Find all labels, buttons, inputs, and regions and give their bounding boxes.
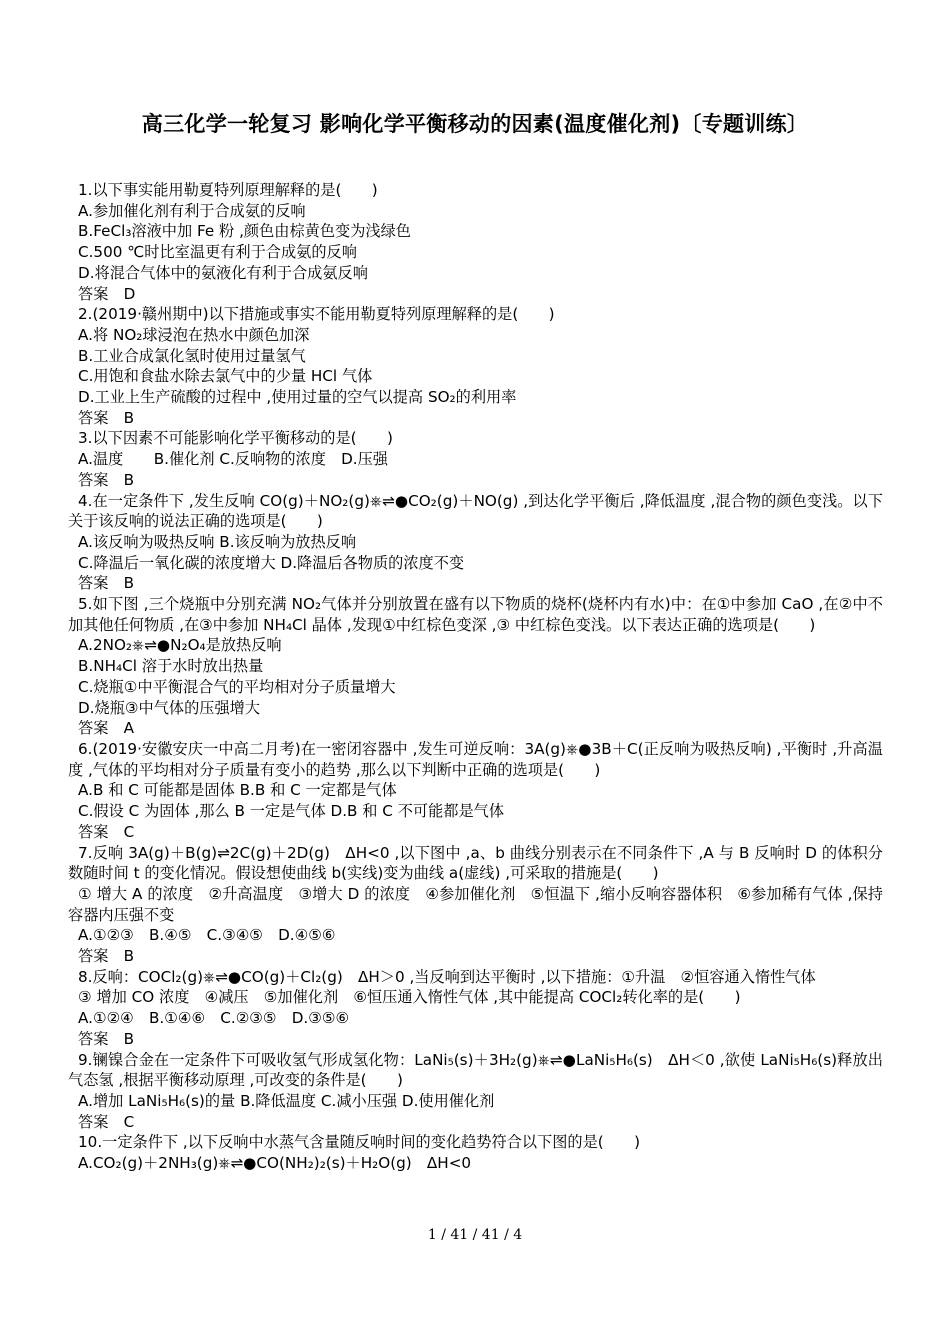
q8-answer: 答案 B [78,1029,134,1048]
q5-option-a: A.2NO₂⎈⇌●N₂O₄是放热反响 [78,636,282,655]
q6-options-ab: A.B 和 C 可能都是固体 B.B 和 C 一定都是气体 [78,781,397,800]
q5-answer: 答案 A [78,719,134,738]
q4-options-ab: A.该反响为吸热反响 B.该反响为放热反响 [78,532,357,551]
q8-measures: ③ 增加 CO 浓度 ④减压 ⑤加催化剂 ⑥恒压通入惰性气体 ,其中能提高 COCl₂转化率的是( ) [78,988,741,1007]
question-10-stem: 10.一定条件下 ,以下反响中水蒸气含量随反响时间的变化趋势符合以下图的是( ) [78,1133,641,1152]
q7-options: A.①②③ B.④⑤ C.③④⑤ D.④⑤⑥ [78,926,336,945]
q7-measures: ① 增大 A 的浓度 ②升高温度 ③增大 D 的浓度 ④参加催化剂 ⑤恒温下 ,缩小反响容器体积 ⑥参加稀有气体 ,保持容器内压强不变 [68,884,883,924]
q10-option-a: A.CO₂(g)＋2NH₃(g)⎈⇌●CO(NH₂)₂(s)＋H₂O(g) ΔH<0 [78,1154,472,1173]
q2-option-a: A.将 NO₂球浸泡在热水中颜色加深 [78,325,310,344]
document-title: 高三化学一轮复习 影响化学平衡移动的因素(温度催化剂)〔专题训练〕 [141,112,809,136]
q2-option-c: C.用饱和食盐水除去氯气中的少量 HCl 气体 [78,367,373,386]
q7-answer: 答案 B [78,947,134,966]
question-6-stem: 6.(2019·安徽安庆一中高二月考)在一密闭容器中 ,发生可逆反响：3A(g)⎈●3B＋C(正反响为吸热反响) ,平衡时 ,升高温度 ,气体的平均相对分子质量有变小的趋势 ,那么以下判断中正确的选项是( ) [68,739,883,779]
q8-options: A.①②④ B.①④⑥ C.②③⑤ D.③⑤⑥ [78,1009,350,1028]
q2-answer: 答案 B [78,408,134,427]
q9-options: A.增加 LaNi₅H₆(s)的量 B.降低温度 C.减小压强 D.使用催化剂 [78,1091,495,1110]
question-1-stem: 1.以下事实能用勒夏特列原理解释的是( ) [78,181,378,199]
q1-answer: 答案 D [78,284,136,303]
q1-option-c: C.500 ℃时比室温更有利于合成氨的反响 [78,243,357,262]
question-body [68,180,883,1174]
q9-answer: 答案 C [78,1112,135,1131]
q4-options-cd: C.降温后一氧化碳的浓度增大 D.降温后各物质的浓度不变 [78,553,465,572]
question-3-stem: 3.以下因素不可能影响化学平衡移动的是( ) [78,429,393,448]
q1-option-b: B.FeCl₃溶液中加 Fe 粉 ,颜色由棕黄色变为浅绿色 [78,222,411,241]
q3-answer: 答案 B [78,470,134,489]
q5-option-b: B.NH₄Cl 溶于水时放出热量 [78,657,264,676]
question-5-stem: 5.如下图 ,三个烧瓶中分别充满 NO₂气体并分别放置在盛有以下物质的烧杯(烧杯内有水)中：在①中参加 CaO ,在②中不加其他任何物质 ,在③中参加 NH₄Cl 晶体 ,发现①中红棕色变深 ,③ 中红棕色变浅。以下表达正确的选项是( ) [68,595,883,634]
q5-option-d: D.烧瓶③中气体的压强增大 [78,698,261,717]
question-4-stem: 4.在一定条件下 ,发生反响 CO(g)＋NO₂(g)⎈⇌●CO₂(g)＋NO(g) ,到达化学平衡后 ,降低温度 ,混合物的颜色变浅。以下关于该反响的说法正确的选项是( ) [68,491,883,531]
q2-option-b: B.工业合成氯化氢时使用过量氢气 [78,346,306,365]
q1-option-d: D.将混合气体中的氨液化有利于合成氨反响 [78,263,368,282]
q5-option-c: C.烧瓶①中平衡混合气的平均相对分子质量增大 [78,677,396,696]
question-2-stem: 2.(2019·赣州期中)以下措施或事实不能用勒夏特列原理解释的是( ) [78,305,555,324]
page-number: 1 / 41 / 41 / 4 [427,1227,523,1243]
q3-options: A.温度 B.催化剂 C.反响物的浓度 D.压强 [78,450,388,469]
q2-option-d: D.工业上生产硫酸的过程中 ,使用过量的空气以提高 SO₂的利用率 [78,388,517,407]
q4-answer: 答案 B [78,574,134,593]
question-9-stem: 9.镧镍合金在一定条件下可吸收氢气形成氢化物：LaNi₅(s)＋3H₂(g)⎈⇌●LaNi₅H₆(s) ΔH＜0 ,欲使 LaNi₅H₆(s)释放出气态氢 ,根据平衡移动原理 ,可改变的条件是( ) [68,1050,883,1090]
question-8-stem: 8.反响：COCl₂(g)⎈⇌●CO(g)＋Cl₂(g) ΔH＞0 ,当反响到达平衡时 ,以下措施：①升温 ②恒容通入惰性气体 [78,967,816,986]
question-7-stem: 7.反响 3A(g)＋B(g)⇌2C(g)＋2D(g) ΔH<0 ,以下图中 ,a、b 曲线分别表示在不同条件下 ,A 与 B 反响时 D 的体积分数随时间 t 的变化情况。假设想使曲线 b(实线)变为曲线 a(虚线) ,可采取的措施是( ) [68,843,883,883]
q6-answer: 答案 C [78,822,135,841]
q1-option-a: A.参加催化剂有利于合成氨的反响 [78,201,306,220]
q6-options-cd: C.假设 C 为固体 ,那么 B 一定是气体 D.B 和 C 不可能都是气体 [78,802,505,821]
